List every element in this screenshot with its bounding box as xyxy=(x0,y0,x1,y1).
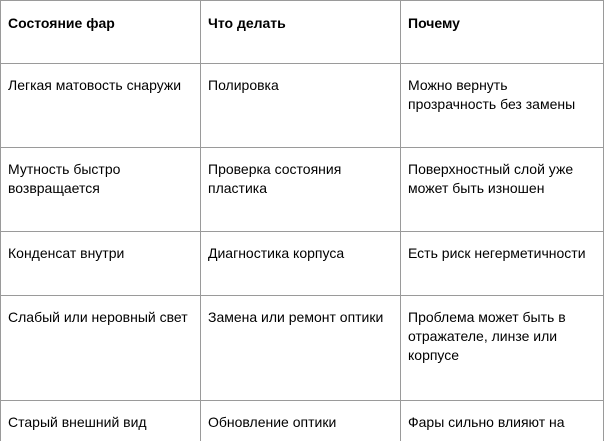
table-row xyxy=(1,232,604,296)
cell-reason: Поверхностный слой уже может быть изношен xyxy=(401,148,604,232)
cell-condition: Старый внешний вид xyxy=(1,401,201,441)
cell-action: Полировка xyxy=(201,64,401,148)
cell-reason: Можно вернуть прозрачность без замены xyxy=(401,64,604,148)
cell-condition: Слабый или неровный свет xyxy=(1,296,201,401)
cell-reason: Есть риск негерметичности xyxy=(401,232,604,296)
cell-action: Замена или ремонт оптики xyxy=(201,296,401,401)
cell-reason: Фары сильно влияют на xyxy=(401,401,604,441)
header-condition: Состояние фар xyxy=(1,1,201,64)
header-action: Что делать xyxy=(201,1,401,64)
cell-condition: Конденсат внутри xyxy=(1,232,201,296)
table-row xyxy=(1,64,604,148)
table-header-row xyxy=(1,1,604,64)
table-row xyxy=(1,296,604,401)
cell-condition: Мутность быстро возвращается xyxy=(1,148,201,232)
cell-action: Обновление оптики xyxy=(201,401,401,441)
cell-action: Проверка состояния пластика xyxy=(201,148,401,232)
table-row xyxy=(1,148,604,232)
table-row xyxy=(1,401,604,441)
cell-reason: Проблема может быть в отражателе, линзе или корпусе xyxy=(401,296,604,401)
cell-condition: Легкая матовость снаружи xyxy=(1,64,201,148)
header-reason: Почему xyxy=(401,1,604,64)
cell-action: Диагностика корпуса xyxy=(201,232,401,296)
